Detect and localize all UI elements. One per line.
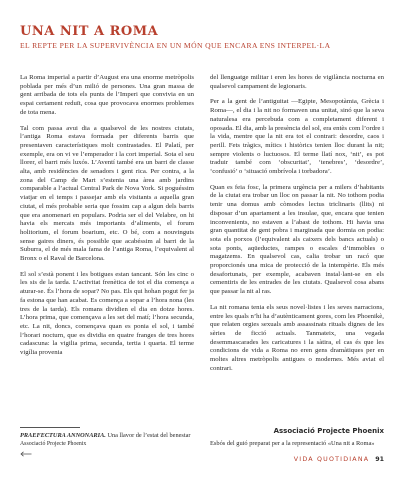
source-line <box>20 432 200 440</box>
article-subtitle: EL REPTE PER LA SUPERVIVÈNCIA EN UN MÓN QUE ENCARA ENS INTERPEL·LA <box>20 41 331 50</box>
magazine-section: VIDA QUOTIDIANA <box>293 456 370 463</box>
left-column <box>20 74 194 365</box>
paragraph: del llenguatge militar i eren les hores de vigilància nocturna en qualsevol campament de legionaris. <box>210 74 384 90</box>
source-text: Una llavor de l’estat del benestar <box>107 432 191 439</box>
article-title: UNA NIT A ROMA <box>20 24 159 39</box>
paragraph: La nit romana tenia els seus novel·listes i les seves narracions, entre les quals n’hi ha d’autènticament gores, com les Phoenikè, que relaten orgies sexuals amb assassinats rituals dignes de les sèries de ficció actuals. Tanmateix, una vegada desemmascarades les caricatures i la sàtira, el cas és que les condicions de vida a Roma no eren gens dramàtiques per en moltes altres metròpolis antigues o modernes. Més aviat el contrari. <box>210 303 384 372</box>
signature-block <box>210 427 384 447</box>
right-column <box>210 74 384 381</box>
paragraph: Quan es feia fosc, la primera urgència per a milers d’habitants de la ciutat era trobar un lloc on passar la nit. No tothom podia tenir una domus amb còmodes lectus triclinaris (llits) ni disposar d’un apartament a les insulae, que, encara que tenien inconvenients, no estaven a l’abast de tothom. Hi havia una gran quantitat de gent pobra i marginada que dormia on podia: sota els porxos (l’equivalent als caixers dels bancs actuals) o sota ponts, aqüeductes, rampes o escales d’immobles o magatzems. En qualsevol cas, calia trobar un racó que proporcionés una mica de protecció de la intempèrie. Els més desafortunats, per exemple, acabaven instal·lant-se en els cementiris de les entrades de les ciutats. Qualsevol cosa abans que passar la nit al ras. <box>210 183 384 296</box>
source-title: PRAEFECTURA ANNONARIA. <box>20 432 106 439</box>
paragraph: Tal com passa avui dia a qualsevol de les nostres ciutats, l’antiga Roma estava formada per diferents barris que presentaven característiques molt contrastades. El Palatí, per exemple, era on vi ve l’emperador i la cort imperial. Sota el seu llorer, el barri més luxós. L’Aventí també era un barri de classe alta, amb residències de senadors i gent rica. Per contra, a la zona del Camp de Mart s’estenia una àrea amb jardins comparable a l’actual Central Park de Nova York. Si poguéssim viatjar en el temps i passejar amb els visitants a aquella gran ciutat, el més probable seria que fossim cap a algun dels barris que era anomenari en populars. Podria ser el del Velabre, on hi havia els mercats més importants d’aliments, el forum holitorium, el forum boarium, etc. O bé, com a nouvinguts sense gaires diners, és possible que acabéssim al barri de la Suburra, el de més mala fama de l’antiga Roma, l’equivalent al Bronx o el Raval de Barcelona. <box>20 124 194 263</box>
page-number: 91 <box>375 456 384 463</box>
signature-note: Esbós del guió preparat per a la representació «Una nit a Roma» <box>210 440 375 447</box>
source-org: Associació Projecte Phoenix <box>20 440 87 447</box>
page-footer <box>294 456 384 463</box>
paragraph: El sol s’està ponent i les botigues estan tancant. Són les cinc o les sis de la tarda. L’activitat frenètica de tot el dia comença a aturar-se. És l’hora de sopar? No pas. Els qui hohan pogut fer ja fa estona que han acabat. Es comença a sopar a l’hora nona (les tres de la tarda). Els romans dividien el dia en dotze hores. L’hora prima, que començava a les set del matí; l’hora secunda, etc. La nit, doncs, començava quan es ponia el sol, i també l’horari nocturn, que es dividia en quatre franges de tres hores cadascuna: la vigilia prima, secunda, tertia i quarta. El terme vigília provenia <box>20 270 194 357</box>
signature-org: Associació Projecte Phoenix <box>273 427 384 435</box>
source-note <box>20 432 200 447</box>
arrow-left-icon[interactable] <box>20 451 32 457</box>
paragraph: La Roma imperial a partir d’August era una enorme metròpolis poblada per més d’un milió de persones. Una gran massa de gent arribada de tots els punts de l’Imperi que convivia en un espai certament reduït, cosa que provocava enormes problemes de tota mena. <box>20 74 194 116</box>
paragraph: Per a la gent de l’antiguitat —Egipte, Mesopotàmia, Grècia i Roma—, el dia i la nit no formaven una unitat, sinó que la seva naturalesa era percebuda com a completament diferent i oposada. El dia, amb la presència del sol, era entès com l’ordre i la vida, mentre que la nit era tot el contrari: desordre, caos i perill. Fets tràgics, mítics i històrics tenien lloc durant la nit; sempre violents o luctuosos. El terme llatí nox, ‘nit’, es pot traduir també com ‘obscuritat’, ‘tenebres’, ‘desordre’, ‘confusió’ o ‘situació ombrívola i torbadora’. <box>210 98 384 176</box>
footnote-divider <box>20 427 80 428</box>
